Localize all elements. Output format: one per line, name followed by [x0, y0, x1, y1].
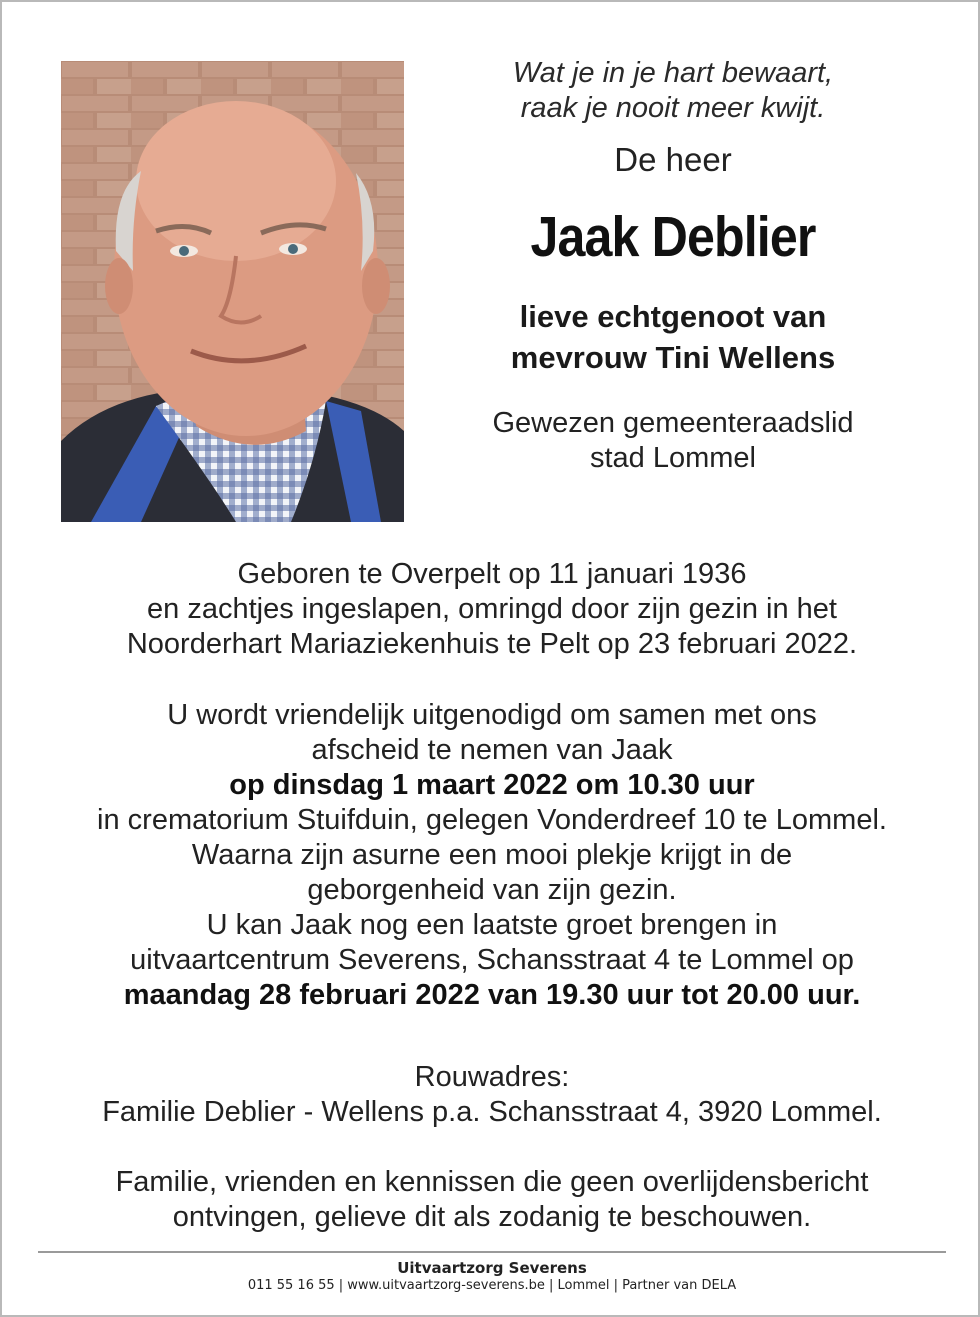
- address-label: Rouwadres:: [414, 1061, 570, 1093]
- spouse-info: [442, 296, 904, 378]
- funeral-company-name: Uitvaartzorg Severens: [397, 1259, 587, 1277]
- visitation-time: maandag 28 februari 2022 van 19.30 uur tot 20.00 uur.: [123, 979, 861, 1011]
- paragraph-line: en zachtjes ingeslapen, omringd door zijn gezin in het: [147, 593, 837, 625]
- birth-death-paragraph: [2, 557, 980, 662]
- spouse-line: mevrouw Tini Wellens: [510, 340, 836, 375]
- ceremony-date: op dinsdag 1 maart 2022 om 10.30 uur: [229, 769, 755, 801]
- paragraph-line: geborgenheid van zijn gezin.: [307, 874, 677, 906]
- paragraph-line: Noorderhart Mariaziekenhuis te Pelt op 23 februari 2022.: [126, 628, 858, 660]
- paragraph-line: in crematorium Stuifduin, gelegen Vonderdreef 10 te Lommel.: [97, 804, 887, 836]
- deceased-name: Jaak Deblier: [530, 205, 816, 269]
- paragraph-line: U wordt vriendelijk uitgenodigd om samen met ons: [167, 699, 817, 731]
- quote-line: raak je nooit meer kwijt.: [520, 92, 826, 124]
- spouse-line: lieve echtgenoot van: [519, 299, 827, 334]
- paragraph-line: afscheid te nemen van Jaak: [311, 734, 673, 766]
- paragraph-line: Waarna zijn asurne een mooi plekje krijgt in de: [191, 839, 793, 871]
- paragraph-line: uitvaartcentrum Severens, Schansstraat 4 te Lommel op: [130, 944, 854, 976]
- address-value: Familie Deblier - Wellens p.a. Schansstraat 4, 3920 Lommel.: [102, 1096, 882, 1128]
- memorial-quote: [442, 56, 904, 126]
- honorific: De heer: [614, 141, 732, 178]
- ceremony-paragraph: [2, 698, 980, 1013]
- paragraph-line: U kan Jaak nog een laatste groet brengen in: [206, 909, 778, 941]
- quote-line: Wat je in je hart bewaart,: [512, 57, 834, 89]
- paragraph-line: Geboren te Overpelt op 11 januari 1936: [237, 558, 747, 590]
- portrait-photo: [61, 61, 404, 522]
- role-line: stad Lommel: [589, 442, 756, 474]
- paragraph-line: Familie, vrienden en kennissen die geen overlijdensbericht: [115, 1166, 869, 1198]
- former-role: [442, 406, 904, 476]
- paragraph-line: ontvingen, gelieve dit als zodanig te beschouwen.: [172, 1201, 812, 1233]
- portrait-illustration: [61, 61, 404, 522]
- funeral-company-contact: 011 55 16 55 | www.uitvaartzorg-severens.be | Lommel | Partner van DELA: [247, 1278, 737, 1293]
- mourning-address: [2, 1060, 980, 1130]
- footer-divider: [38, 1251, 946, 1253]
- closing-note: [2, 1165, 980, 1235]
- role-line: Gewezen gemeenteraadslid: [492, 407, 854, 439]
- header-text-block: [442, 54, 904, 476]
